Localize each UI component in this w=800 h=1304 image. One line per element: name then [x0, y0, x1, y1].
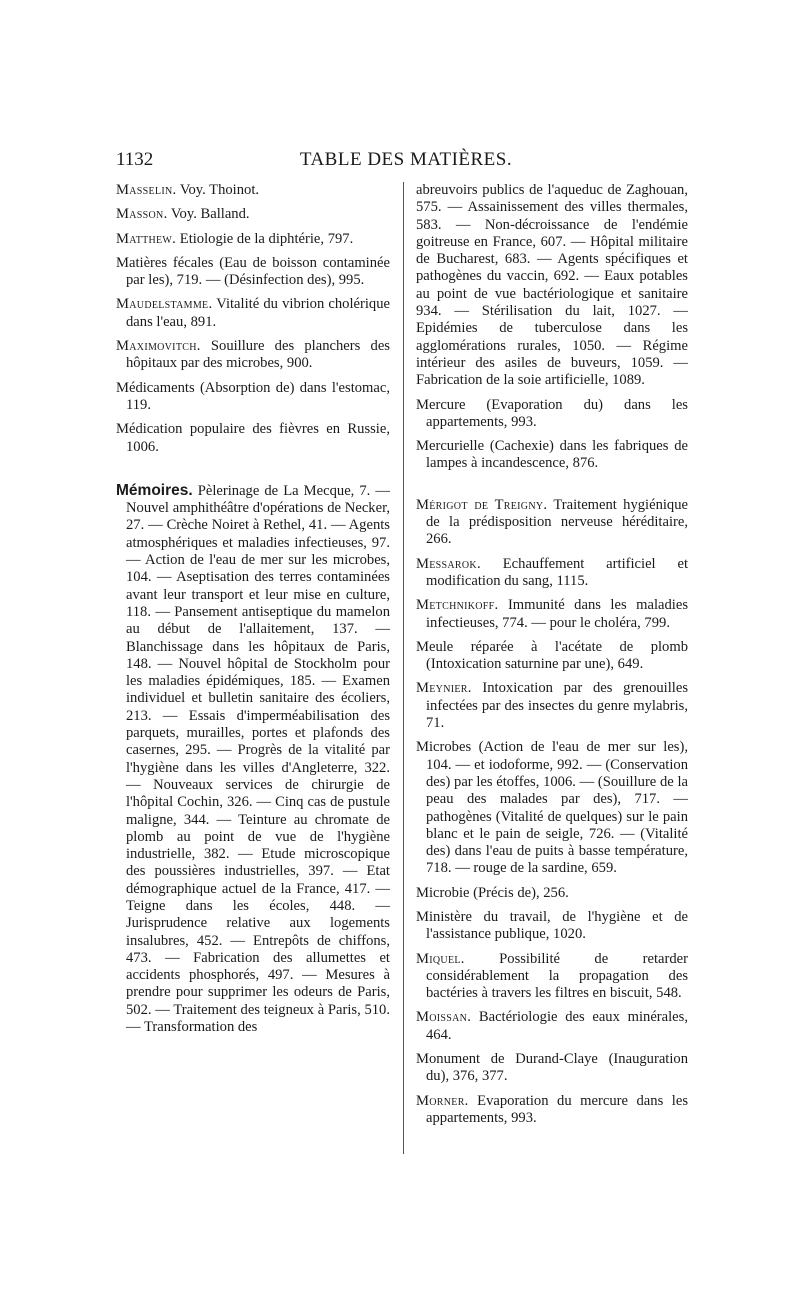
entry-text: Vitalité du vibrion cholérique dans l'eau, 891. — [126, 296, 390, 330]
entry-head: Masselin. — [116, 182, 177, 198]
index-entry — [116, 231, 390, 248]
index-entry — [416, 951, 688, 1003]
entry-head: Meynier. — [416, 680, 472, 697]
entry-text: Mercure (Evaporation du) dans les appartements, 993. — [416, 396, 688, 430]
page-number: 1132 — [116, 149, 154, 170]
index-entry — [416, 1093, 688, 1128]
entry-text: Monument de Durand-Claye (Inauguration du), 376, 377. — [416, 1051, 688, 1085]
entry-text: Microbie (Précis de), 256. — [416, 884, 569, 901]
entry-text: Pèlerinage de La Mecque, 7. — Nouvel amphithéâtre d'opérations de Necker, 27. — Crèche Noiret à Rethel, 41. — Agents atmosphériques et maladies infectieuses, 97. — Action de l'eau de mer sur les microbes, 104. — Aseptisation des terres contaminées avant leur transport et leur mise en culture, 118. — Pansement antiseptique du mamelon au début de l'allaitement, 137. — Blanchissage dans les hôpitaux de Paris, 148. — Nouvel hôpital de Stockholm pour les maladies épidémiques, 185. — Examen individuel et bulletin sanitaire des écoliers, 213. — Essais d'imperméabilisation des parquets, murailles, portes et plafonds des casernes, 295. — Progrès de la vitalité par l'hygiène dans les villes d'Angleterre, 322. — Nouveaux services de chirurgie de l'hôpital Cochin, 326. — Cinq cas de pustule maligne, 344. — Teinture au chromate de plomb au point de vue de l'hygiène industrielle, 382. — Etude microscopique des poussières industrielles, 397. — Etat démographique actuel de la France, 417. — Teigne dans les écoles, 448. — Jurisprudence relative aux logements insalubres, 452. — Entrepôts de chiffons, 473. — Fabrication des allumettes et accidents phosphorés, 497. — Mesures à prendre pour supprimer les odeurs de Paris, 502. — Traitement des teigneux à Paris, 510. — Transformation des — [126, 482, 390, 1036]
entry-head: Miquel. — [416, 950, 465, 967]
left-column — [116, 182, 390, 1043]
entry-text: Mercurielle (Cachexie) dans les fabriques de lampes à incandescence, 876. — [416, 438, 688, 472]
entry-text: Médicaments (Absorption de) dans l'estomac, 119. — [116, 379, 390, 413]
entry-text: Immunité dans les maladies infectieuses, 774. — pour le choléra, 799. — [426, 597, 688, 631]
entry-text: Voy. Thoinot. — [176, 182, 260, 198]
entry-text: Bactériologie des eaux minérales, 464. — [426, 1009, 688, 1043]
index-entry — [116, 182, 390, 199]
right-column — [416, 182, 688, 1134]
index-entry — [416, 885, 688, 902]
entry-text: abreuvoirs publics de l'aqueduc de Zaghouan, 575. — Assainissement des villes thermales, 583. — Non-décroissance de l'endémie goitreuse en France, 607. — Hôpital militaire de Bucharest, 683. — Agents spécifiques et pathogènes du vaccin, 692. — Eaux potables au point de vue bactériologique et sanitaire 934. — Stérilisation du lait, 1027. — Epidémies de tuberculose dans les agglomérations rurales, 1050. — Régime intérieur des asiles de buveurs, 1059. — Fabrication de la soie artificielle, 1089. — [416, 182, 688, 389]
entry-text: Matières fécales (Eau de boisson contaminée par les), 719. — (Désinfection des), 995. — [116, 254, 390, 289]
entry-head: Mémoires. — [116, 481, 193, 499]
index-entry — [416, 680, 688, 732]
index-entry — [416, 397, 688, 432]
entry-head: Morner. — [416, 1092, 469, 1109]
entry-head: Maximovitch. — [116, 338, 201, 355]
entry-text: Ministère du travail, de l'hygiène et de l'assistance publique, 1020. — [416, 908, 688, 943]
entry-text: Médication populaire des fièvres en Russie, 1006. — [116, 421, 390, 455]
entry-text: Traitement hygiénique de la prédisposition nerveuse héréditaire, 266. — [426, 496, 688, 548]
entry-text: Possibilité de retarder considérablement la propagation des bactéries à travers les filtres en biscuit, 548. — [426, 950, 688, 1002]
index-entry — [416, 597, 688, 632]
entry-text: Souillure des planchers des hôpitaux par des microbes, 900. — [126, 338, 390, 372]
entry-text: Voy. Balland. — [167, 206, 250, 223]
index-entry — [416, 438, 688, 473]
entry-head: Messarok. — [416, 555, 481, 572]
index-entry — [416, 556, 688, 591]
entry-text: Microbes (Action de l'eau de mer sur les), 104. — et iodoforme, 992. — (Conservation des) par les étoffes, 1006. — (Souillure de la peau des malades par des), 717. — pathogènes (Vitalité de quelques) sur le pain blanc et le pain de seigle, 726. — (Vitalité des) dans l'eau de puits à basse température, 718. — rouge de la sardine, 659. — [416, 739, 688, 877]
index-entry — [416, 1051, 688, 1086]
index-entry — [116, 255, 390, 290]
index-entry-memoires — [116, 482, 390, 1037]
entry-text: Etiologie de la diphtérie, 797. — [176, 230, 354, 247]
index-entry — [416, 1009, 688, 1044]
index-entry-continuation — [416, 182, 688, 390]
entry-head: Moissan. — [416, 1009, 472, 1026]
page-title: TABLE DES MATIÈRES. — [299, 149, 513, 170]
entry-text: Intoxication par des grenouilles infectées par des insectes du genre mylabris, 71. — [426, 680, 688, 732]
entry-head: Matthew. — [116, 230, 177, 247]
entry-head: Masson. — [116, 206, 168, 223]
entry-head: Metchnikoff. — [416, 597, 499, 614]
index-entry — [416, 909, 688, 944]
index-entry — [116, 380, 390, 415]
index-entry — [116, 421, 390, 456]
index-entry — [416, 739, 688, 877]
column-divider — [403, 182, 404, 1154]
index-entry — [416, 639, 688, 674]
index-entry — [116, 296, 390, 331]
entry-text: Echauffement artificiel et modification du sang, 1115. — [426, 555, 688, 589]
entry-head: Mérigot de Treigny. — [416, 496, 548, 513]
entry-head: Maudelstamme. — [116, 296, 213, 313]
index-entry — [116, 338, 390, 373]
index-entry — [416, 497, 688, 549]
index-entry — [116, 206, 390, 223]
entry-text: Meule réparée à l'acétate de plomb (Intoxication saturnine par une), 649. — [416, 638, 688, 673]
entry-text: Evaporation du mercure dans les appartements, 993. — [426, 1092, 688, 1126]
